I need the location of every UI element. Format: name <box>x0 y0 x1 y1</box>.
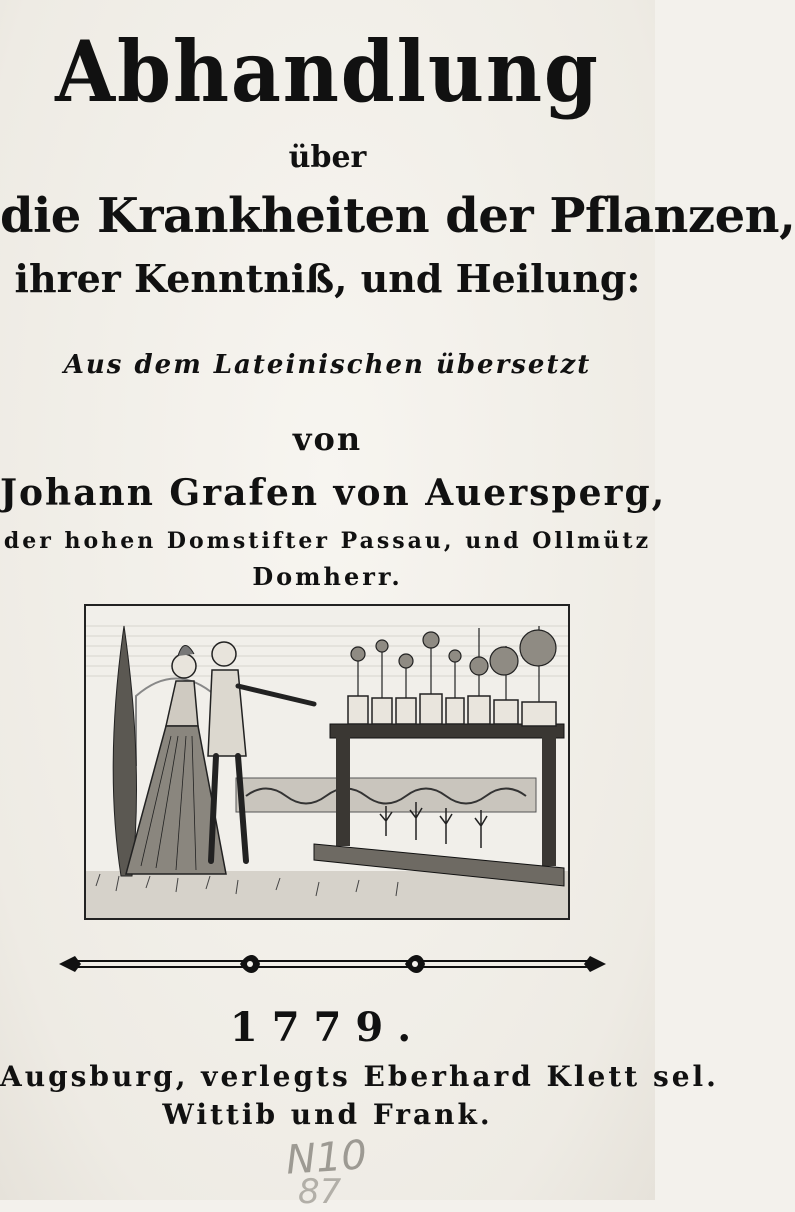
subtitle-line-1: die Krankheiten der Pflanzen, <box>0 188 795 244</box>
title-connector: über <box>288 140 367 175</box>
library-shelfmark-sub: 87 <box>298 1172 342 1212</box>
ornament-divider-icon <box>55 948 610 980</box>
subtitle-line-2: ihrer Kenntniß, und Heilung: <box>14 256 641 301</box>
author-name: Johann Grafen von Auersperg, <box>0 472 667 514</box>
author-office-line-1: der hohen Domstifter Passau, und Ollmütz <box>3 528 652 554</box>
book-title: Abhandlung <box>55 22 600 121</box>
imprint-line-1: Augsburg, verlegts Eberhard Klett sel. <box>0 1060 719 1093</box>
garden-engraving <box>84 604 570 920</box>
engraving-illustration <box>86 606 568 918</box>
imprint-line-2: Wittib und Frank. <box>162 1098 493 1131</box>
by-line: von <box>292 420 363 458</box>
decorative-rule <box>55 948 610 980</box>
publication-year: 1779. <box>229 1004 426 1051</box>
library-shelfmark: N10 <box>284 1132 369 1184</box>
author-office-line-2: Domherr. <box>252 562 403 591</box>
translation-note: Aus dem Lateinischen übersetzt <box>63 350 592 380</box>
